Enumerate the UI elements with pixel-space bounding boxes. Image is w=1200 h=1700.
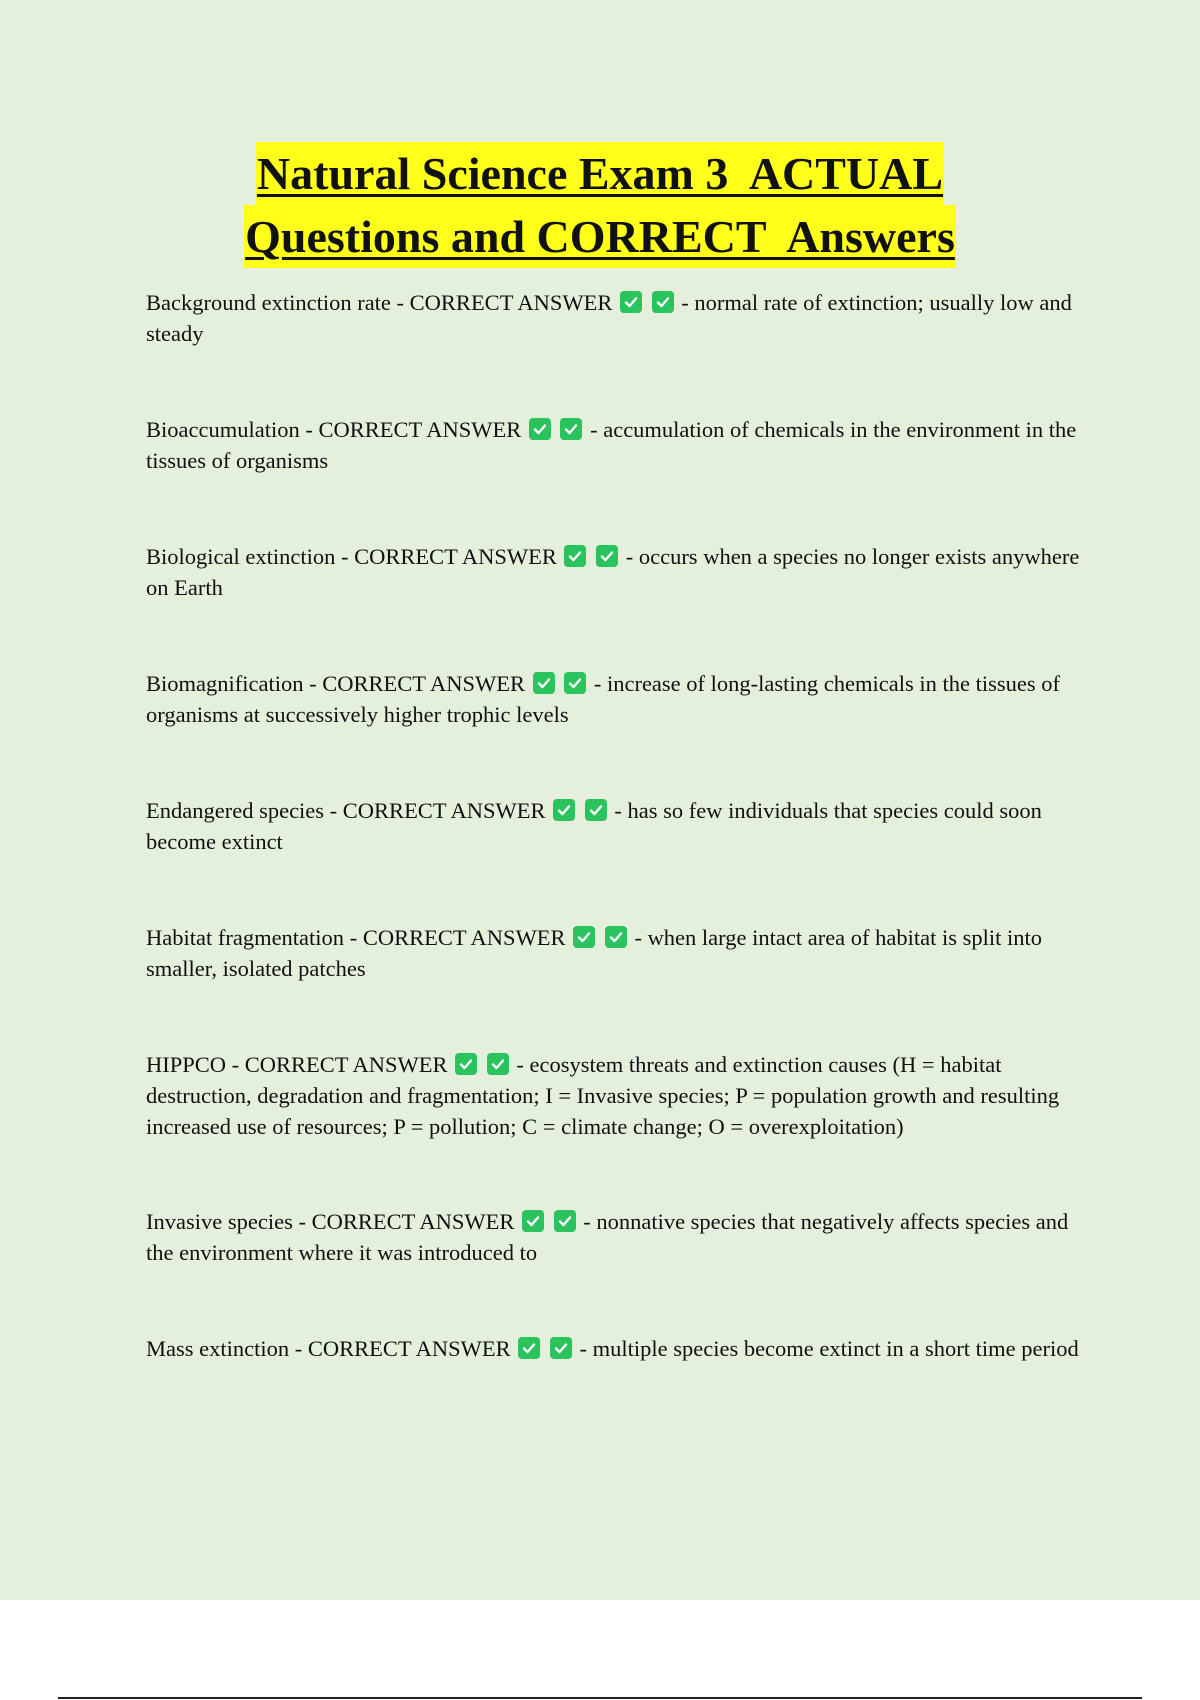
correct-answer-label: CORRECT ANSWER (322, 671, 525, 696)
entry-term: Biomagnification (146, 671, 304, 696)
check-box-icon (553, 799, 575, 821)
entry-definition: when large intact area of habitat is split into smaller, isolated patches (146, 925, 1043, 981)
entry-term: Mass extinction (146, 1336, 290, 1361)
entry-term: Background extinction rate (146, 290, 391, 315)
check-box-icon (564, 545, 586, 567)
correct-answer-label: CORRECT ANSWER (318, 417, 522, 442)
glossary-entry: Biological extinction - CORRECT ANSWER - occurs when a species no longer exists anywhere on Earth (146, 544, 1080, 600)
entry-term: Endangered species (146, 798, 325, 823)
check-box-icon (560, 418, 582, 440)
title-line-2: Questions and CORRECT Answers (244, 205, 956, 268)
correct-answer-label: CORRECT ANSWER (342, 798, 546, 823)
correct-answer-label: CORRECT ANSWER (244, 1052, 448, 1077)
entry-term: Invasive species (146, 1209, 293, 1234)
glossary-entry: Habitat fragmentation - CORRECT ANSWER - when large intact area of habitat is split into smaller, isolated patches (146, 925, 1043, 981)
check-box-icon (620, 291, 642, 313)
glossary-entry: Background extinction rate - CORRECT ANSWER - normal rate of extinction; usually low and steady (146, 290, 1072, 346)
entry-definition: increase of long-lasting chemicals in the tissues of organisms at successively higher trophic levels (146, 671, 1060, 727)
check-box-icon (455, 1053, 477, 1075)
check-box-icon (522, 1210, 544, 1232)
entry-term: Habitat fragmentation (146, 925, 345, 950)
glossary-entry: Invasive species - CORRECT ANSWER - nonnative species that negatively affects species and the environment where it was introduced to (146, 1209, 1069, 1265)
entry-term: Biological extinction (146, 544, 336, 569)
entry-term: HIPPCO (146, 1052, 227, 1077)
title-line-1: Natural Science Exam 3 ACTUAL (256, 142, 944, 205)
correct-answer-label: CORRECT ANSWER (307, 1336, 511, 1361)
check-box-icon (487, 1053, 509, 1075)
check-box-icon (554, 1210, 576, 1232)
glossary-entry: Biomagnification - CORRECT ANSWER - increase of long-lasting chemicals in the tissues of organisms at successively higher trophic levels (146, 671, 1060, 727)
glossary-entry: HIPPCO - CORRECT ANSWER - ecosystem threats and extinction causes (H = habitat destruction, degradation and fragmentation; I = Invasive species; P = population growth and resulting increased use of resources; P = pollution; C = climate change; O = overexploitation) (146, 1052, 1060, 1139)
correct-answer-label: CORRECT ANSWER (409, 290, 613, 315)
entry-term: Bioaccumulation (146, 417, 300, 442)
glossary-entry: Mass extinction - CORRECT ANSWER - multiple species become extinct in a short time period (146, 1336, 1079, 1361)
check-box-icon (596, 545, 618, 567)
entry-definition: ecosystem threats and extinction causes (H = habitat destruction, degradation and fragmentation; I = Invasive species; P = population growth and resulting increased use of resources; P = pollution; C = climate change; O = overexploitation) (146, 1052, 1060, 1139)
correct-answer-label: CORRECT ANSWER (311, 1209, 515, 1234)
check-box-icon (652, 291, 674, 313)
entry-definition: nonnative species that negatively affects species and the environment where it was introduced to (146, 1209, 1069, 1265)
footer-divider (58, 1697, 1142, 1699)
check-box-icon (550, 1337, 572, 1359)
glossary-list (146, 287, 1096, 1429)
entry-definition: has so few individuals that species could soon become extinct (146, 798, 1042, 854)
check-box-icon (518, 1337, 540, 1359)
check-box-icon (564, 672, 586, 694)
check-box-icon (529, 418, 551, 440)
correct-answer-label: CORRECT ANSWER (354, 544, 557, 569)
check-box-icon (605, 926, 627, 948)
entry-definition: accumulation of chemicals in the environment in the tissues of organisms (146, 417, 1077, 473)
glossary-entry: Endangered species - CORRECT ANSWER - has so few individuals that species could soon become extinct (146, 798, 1042, 854)
entry-definition: multiple species become extinct in a short time period (592, 1336, 1079, 1361)
check-box-icon (573, 926, 595, 948)
entry-definition: normal rate of extinction; usually low and steady (146, 290, 1072, 346)
check-box-icon (533, 672, 555, 694)
entry-definition: occurs when a species no longer exists anywhere on Earth (146, 544, 1080, 600)
glossary-entry: Bioaccumulation - CORRECT ANSWER - accumulation of chemicals in the environment in the tissues of organisms (146, 417, 1077, 473)
correct-answer-label: CORRECT ANSWER (362, 925, 566, 950)
document-title (0, 142, 1200, 268)
check-box-icon (585, 799, 607, 821)
